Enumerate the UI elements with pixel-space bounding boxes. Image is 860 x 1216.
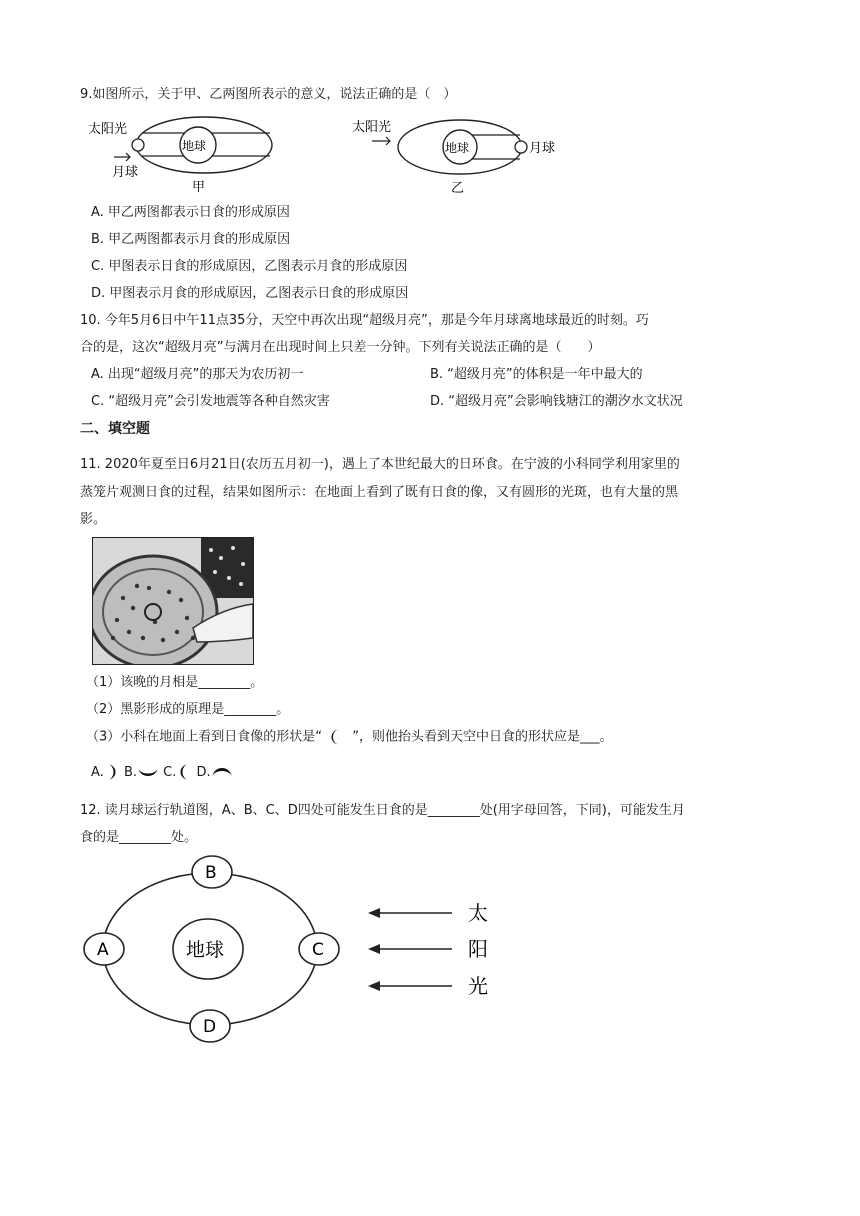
moon-circle <box>515 141 527 153</box>
q10-stem-line1: 10. 今年5月6日中午11点35分，天空中再次出现“超级月亮”，那是今年月球离地球最近的时刻。巧 <box>80 313 649 328</box>
moon-circle <box>132 139 144 151</box>
option-label: B. <box>123 764 137 780</box>
q10-stem-line2: 合的是，这次“超级月亮”与满月在出现时间上只差一分钟。下列有关说法正确的是（ ） <box>80 340 601 355</box>
q11-stem-line1: 11. 2020年夏至日6月21日(农历五月初一)，遇上了本世纪最大的日环食。在宁波的小科同学利用家里的 <box>80 457 680 472</box>
q12-stem-line1: 12. 读月球运行轨道图，A、B、C、D四处可能发生日食的是________处(用字母回答，下同)，可能发生月 <box>80 803 685 818</box>
arrow-icon <box>372 137 390 145</box>
q11-option-d[interactable] <box>197 765 233 780</box>
bottom-crescent-icon <box>137 764 159 780</box>
sun-label: 太阳光 <box>352 120 392 135</box>
sunlight-arrows <box>368 908 452 991</box>
q11-stem-line2: 蒸笼片观测日食的过程，结果如图所示：在地面上看到了既有日食的像，又有圆形的光斑，也有大量的黑 <box>80 485 679 500</box>
q9-option-c[interactable]: C. 甲图表示日食的形成原因，乙图表示月食的形成原因 <box>91 259 408 274</box>
sunlight-char: 太 <box>468 901 488 925</box>
q11-option-b[interactable] <box>124 765 163 780</box>
q12-stem-line2: 食的是________处。 <box>80 830 198 845</box>
q9-figure-jia <box>86 113 286 195</box>
q9-option-b[interactable]: B. 甲乙两图都表示月食的形成原因 <box>91 232 291 247</box>
position-label: A <box>97 940 109 960</box>
q9-option-d[interactable]: D. 甲图表示月食的形成原因，乙图表示日食的形成原因 <box>91 286 409 301</box>
position-label: D <box>203 1017 217 1037</box>
sunlight-char: 阳 <box>468 937 488 961</box>
q9-option-a[interactable]: A. 甲乙两图都表示日食的形成原因 <box>91 205 290 220</box>
q11-sub3 <box>86 728 613 747</box>
q11-sub3-before: （3）小科在地面上看到日食像的形状是“ <box>86 729 323 745</box>
position-a-marker[interactable] <box>84 933 124 965</box>
right-crescent-icon <box>104 763 120 781</box>
moon-label: 月球 <box>112 165 139 180</box>
position-label: C <box>312 940 324 960</box>
q10-option-b[interactable]: B. “超级月亮”的体积是一年中最大的 <box>430 367 643 382</box>
position-d-marker[interactable] <box>190 1010 230 1042</box>
moon-label: 月球 <box>529 141 556 156</box>
moon-orbit-diagram <box>76 852 506 1048</box>
q11-option-a[interactable] <box>91 765 124 780</box>
position-b-marker[interactable] <box>192 856 232 888</box>
q11-shape-options <box>91 763 233 782</box>
crescent-image-icon <box>328 728 346 746</box>
sunlight-char: 光 <box>468 974 488 998</box>
q11-sub3-after: ”，则他抬头看到天空中日食的形状应是___。 <box>352 729 613 745</box>
earth-label: 地球 <box>186 939 225 961</box>
q9-figure-yi <box>350 113 570 195</box>
top-crescent-icon <box>211 764 233 780</box>
figure-caption: 乙 <box>451 181 465 195</box>
steamer-shadow-photo <box>92 537 254 665</box>
figure-caption: 甲 <box>192 180 206 195</box>
q10-option-c[interactable]: C. “超级月亮”会引发地震等各种自然灾害 <box>91 394 330 409</box>
left-crescent-icon <box>176 763 192 781</box>
q11-sub1: （1）该晚的月相是________。 <box>86 675 264 690</box>
option-label: A. <box>91 764 104 780</box>
option-label: C. <box>163 764 177 780</box>
q11-option-c[interactable] <box>163 765 196 780</box>
earth-label: 地球 <box>445 141 470 155</box>
earth-label: 地球 <box>182 139 207 153</box>
q10-option-d[interactable]: D. “超级月亮”会影响钱塘江的潮汐水文状况 <box>430 394 683 409</box>
q10-option-a[interactable]: A. 出现“超级月亮”的那天为农历初一 <box>91 367 304 382</box>
q9-stem: 9.如图所示，关于甲、乙两图所表示的意义，说法正确的是（ ） <box>80 87 457 102</box>
section-heading: 二、填空题 <box>80 421 150 437</box>
position-c-marker[interactable] <box>299 933 339 965</box>
q11-sub2: （2）黑影形成的原理是________。 <box>86 702 290 717</box>
position-label: B <box>205 863 217 883</box>
sun-label: 太阳光 <box>88 122 128 137</box>
q11-stem-line3: 影。 <box>80 512 107 527</box>
arrow-icon <box>114 153 130 161</box>
option-label: D. <box>196 764 211 780</box>
